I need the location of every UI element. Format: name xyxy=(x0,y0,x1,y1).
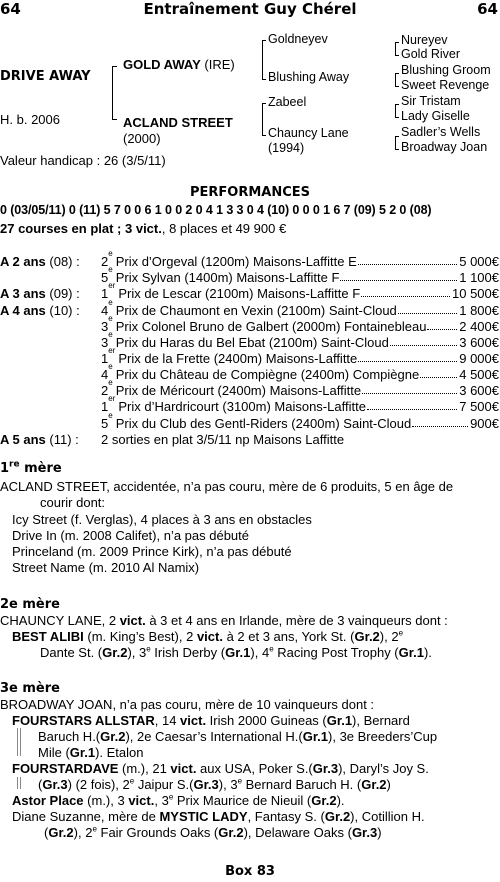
bracket-line xyxy=(262,103,266,104)
page-number-right: 64 xyxy=(477,0,498,18)
race-position-suffix: e xyxy=(108,378,113,387)
gen4-ancestor: Gold River xyxy=(401,47,461,61)
bracket-line xyxy=(395,73,396,87)
horse-name: DRIVE AWAY xyxy=(0,69,91,84)
bracket-line xyxy=(395,86,399,87)
race-earnings: 1 800€ xyxy=(459,303,499,318)
bracket-line xyxy=(395,149,399,150)
gen4-ancestor: Blushing Groom xyxy=(401,63,491,77)
race-name: Prix du Château de Compiègne (2400m) Compiègne xyxy=(115,367,420,382)
race-position: 4 xyxy=(101,367,109,382)
race-position-suffix: er xyxy=(108,394,116,403)
offspring-item: Street Name (m. 2010 Al Namix) xyxy=(12,560,200,575)
offspring-item: Drive In (m. 2008 Califet), n’a pas débuté xyxy=(12,528,250,543)
race-row xyxy=(101,330,499,350)
race-note: 2 sorties en plat 3/5/11 np Maisons Laffitte xyxy=(101,432,345,447)
race-row xyxy=(101,281,499,301)
dam-year: (2000) xyxy=(123,131,161,146)
race-name: Prix Sylvan (1400m) Maisons-Laffitte F xyxy=(115,270,340,285)
bracket-line xyxy=(262,40,263,80)
offspring-item: Icy Street (f. Verglas), 4 places à 3 ans en obstacles xyxy=(12,512,312,527)
age-label: A 5 ans (11) : xyxy=(0,432,79,447)
dot-leader xyxy=(412,416,468,427)
bracket-line xyxy=(395,104,396,118)
bracket-line xyxy=(262,79,266,80)
race-row xyxy=(101,378,499,398)
race-row xyxy=(101,298,499,318)
race-earnings: 7 500€ xyxy=(459,399,499,414)
fourstars-allstar-line1: FOURSTARS ALLSTAR, 14 vict. Irish 2000 Guineas (Gr.1), Bernard xyxy=(12,713,410,728)
race-name: Prix de Lescar (2100m) Maisons-Laffitte F xyxy=(118,286,361,301)
race-position: 3 xyxy=(101,335,109,350)
race-earnings: 3 600€ xyxy=(459,335,499,350)
race-earnings: 900€ xyxy=(470,416,499,431)
race-position-suffix: e xyxy=(108,265,113,274)
dot-leader xyxy=(390,335,457,346)
handicap-value: Valeur handicap : 26 (3/5/11) xyxy=(0,153,166,168)
race-position-suffix: e xyxy=(108,298,113,307)
race-name: Prix d’Orgeval (1200m) Maisons-Laffitte E xyxy=(115,254,357,269)
bracket-line xyxy=(395,55,399,56)
race-name: Prix de Méricourt (2400m) Maisons-Laffitte xyxy=(115,383,362,398)
box-label: Box 83 xyxy=(225,864,275,879)
gen4-ancestor: Sir Tristam xyxy=(401,94,461,108)
dot-leader xyxy=(420,367,457,378)
race-position: 5 xyxy=(101,270,109,285)
bracket-line xyxy=(395,42,396,56)
race-row xyxy=(101,362,499,382)
mere2-intro: CHAUNCY LANE, 2 vict. à 3 et 4 ans en Irlande, mère de 3 vainqueurs dont : xyxy=(0,613,448,628)
dot-leader xyxy=(358,351,457,362)
dam-name: ACLAND STREET xyxy=(123,115,233,130)
dot-leader xyxy=(367,399,457,410)
dot-leader xyxy=(361,286,450,297)
race-row xyxy=(101,265,499,285)
diane-suzanne-line2: (Gr.2), 2e Fair Grounds Oaks (Gr.2), Delaware Oaks (Gr.3) xyxy=(44,824,382,840)
race-position: 3 xyxy=(101,319,109,334)
bracket-line xyxy=(112,66,117,67)
race-position-suffix: e xyxy=(108,411,113,420)
bracket-line xyxy=(262,40,266,41)
race-row xyxy=(101,346,499,366)
race-earnings: 2 400€ xyxy=(459,319,499,334)
gen4-ancestor: Nureyev xyxy=(401,33,448,47)
bracket-line xyxy=(262,103,263,136)
age-label: A 3 ans (09) : xyxy=(0,286,80,301)
gen4-ancestor: Sweet Revenge xyxy=(401,78,490,92)
indent-rule xyxy=(20,728,21,756)
race-name: Prix Colonel Bruno de Galbert (2000m) Fontainebleau xyxy=(115,319,427,334)
race-name: Prix de la Frette (2400m) Maisons-Laffitte xyxy=(118,351,358,366)
dot-leader xyxy=(362,383,457,394)
performances-title: PERFORMANCES xyxy=(189,185,311,200)
gen4-ancestor: Sadler’s Wells xyxy=(401,125,481,139)
diane-suzanne-line1: Diane Suzanne, mère de MYSTIC LADY, Fantasy S. (Gr.2), Cotillion H. xyxy=(12,809,425,824)
sire-sire: Goldneyev xyxy=(268,32,328,46)
mere2-best-alibi-line1: BEST ALIBI (m. King’s Best), 2 vict. à 2 et 3 ans, York St. (Gr.2), 2e xyxy=(12,628,404,644)
race-position: 4 xyxy=(101,303,109,318)
bracket-line xyxy=(395,136,399,137)
race-row xyxy=(101,394,499,414)
indent-rule xyxy=(17,728,18,756)
bracket-line xyxy=(395,73,399,74)
career-summary: 27 courses en plat ; 3 vict., 8 places et 49 900 € xyxy=(0,221,287,236)
race-position: 2 xyxy=(101,383,109,398)
dot-leader xyxy=(340,270,457,281)
fourstars-allstar-line2: Baruch H.(Gr.2), 2e Caesar’s International H.(Gr.1), 3e Breeders’Cup xyxy=(38,729,438,744)
bracket-line xyxy=(395,117,399,118)
fourstardave-line2: (Gr.3) (2 fois), 2e Jaipur S.(Gr.3), 3e Bernard Baruch H. (Gr.2) xyxy=(38,776,391,792)
bracket-line xyxy=(395,104,399,105)
race-earnings: 3 600€ xyxy=(459,383,499,398)
race-position-suffix: e xyxy=(108,330,113,339)
bracket-line xyxy=(395,136,396,150)
mere1-intro-cont: courir dont: xyxy=(40,495,106,510)
bracket-line xyxy=(112,119,117,120)
race-earnings: 9 000€ xyxy=(459,351,499,366)
race-row xyxy=(101,411,499,431)
age-label: A 2 ans (08) : xyxy=(0,254,80,269)
race-position: 5 xyxy=(101,416,109,431)
indent-rule xyxy=(17,777,18,789)
dam-dam-year: (1994) xyxy=(268,141,305,155)
race-position: 2 xyxy=(101,254,109,269)
race-sequence: 0 (03/05/11) 0 (11) 5 7 0 0 6 1 0 0 2 0 4 1 3 3 0 4 (10) 0 0 0 1 6 7 (09) 5 2 0 (08) xyxy=(0,203,432,217)
offspring-item: Princeland (m. 2009 Prince Kirk), n’a pas débuté xyxy=(12,544,292,559)
dot-leader xyxy=(398,303,457,314)
race-name: Prix du Haras du Bel Ebat (2100m) Saint-Cloud xyxy=(115,335,389,350)
race-position-suffix: e xyxy=(108,249,113,258)
race-earnings: 4 500€ xyxy=(459,367,499,382)
sire-dam: Blushing Away xyxy=(268,70,350,84)
section-title-mere1: 1re mère xyxy=(0,459,62,476)
gen4-ancestor: Broadway Joan xyxy=(401,140,488,154)
bracket-line xyxy=(112,66,113,120)
dam-sire: Zabeel xyxy=(268,95,307,109)
race-row xyxy=(101,314,499,334)
race-row xyxy=(101,249,499,269)
gen4-ancestor: Lady Giselle xyxy=(401,109,470,123)
section-title-mere3: 3e mère xyxy=(0,681,60,696)
dot-leader xyxy=(427,319,457,330)
race-earnings: 5 000€ xyxy=(459,254,499,269)
race-name: Prix de Chaumont en Vexin (2100m) Saint-Cloud xyxy=(115,303,397,318)
dam-dam: Chauncy Lane xyxy=(268,126,349,140)
dot-leader xyxy=(358,254,457,265)
bracket-line xyxy=(395,42,399,43)
bracket-line xyxy=(262,135,266,136)
horse-description: H. b. 2006 xyxy=(0,112,60,127)
astor-place-line: Astor Place (m.), 3 vict., 3e Prix Maurice de Nieuil (Gr.2). xyxy=(12,792,345,808)
mere1-intro: ACLAND STREET, accidentée, n’a pas couru, mère de 6 produits, 5 en âge de xyxy=(0,479,454,494)
page-number-left: 64 xyxy=(0,0,21,18)
race-name: Prix du Club des Gentl-Riders (2400m) Saint-Cloud xyxy=(115,416,412,431)
fourstardave-line1: FOURSTARDAVE (m.), 21 vict. aux USA, Poker S.(Gr.3), Daryl’s Joy S. xyxy=(12,761,429,776)
section-title-mere2: 2e mère xyxy=(0,597,60,612)
race-position: 1 xyxy=(101,399,109,414)
indent-rule xyxy=(20,777,21,789)
age-label: A 4 ans (10) : xyxy=(0,303,80,318)
sire-name: GOLD AWAY (IRE) xyxy=(123,57,235,72)
page-title: Entraînement Guy Chérel xyxy=(143,0,357,18)
race-name: Prix d’Hardricourt (3100m) Maisons-Laffitte xyxy=(118,399,366,414)
race-earnings: 1 100€ xyxy=(459,270,499,285)
race-position-suffix: e xyxy=(108,362,113,371)
fourstars-allstar-line3: Mile (Gr.1). Etalon xyxy=(38,745,144,760)
race-position: 1 xyxy=(101,286,109,301)
race-earnings: 10 500€ xyxy=(452,286,499,301)
mere3-intro: BROADWAY JOAN, n’a pas couru, mère de 10 vainqueurs dont : xyxy=(0,697,375,712)
race-position-suffix: er xyxy=(108,281,116,290)
race-position: 1 xyxy=(101,351,109,366)
race-position-suffix: er xyxy=(108,346,116,355)
mere2-best-alibi-line2: Dante St. (Gr.2), 3e Irish Derby (Gr.1), 4e Racing Post Trophy (Gr.1). xyxy=(40,644,432,660)
race-position-suffix: e xyxy=(108,314,113,323)
